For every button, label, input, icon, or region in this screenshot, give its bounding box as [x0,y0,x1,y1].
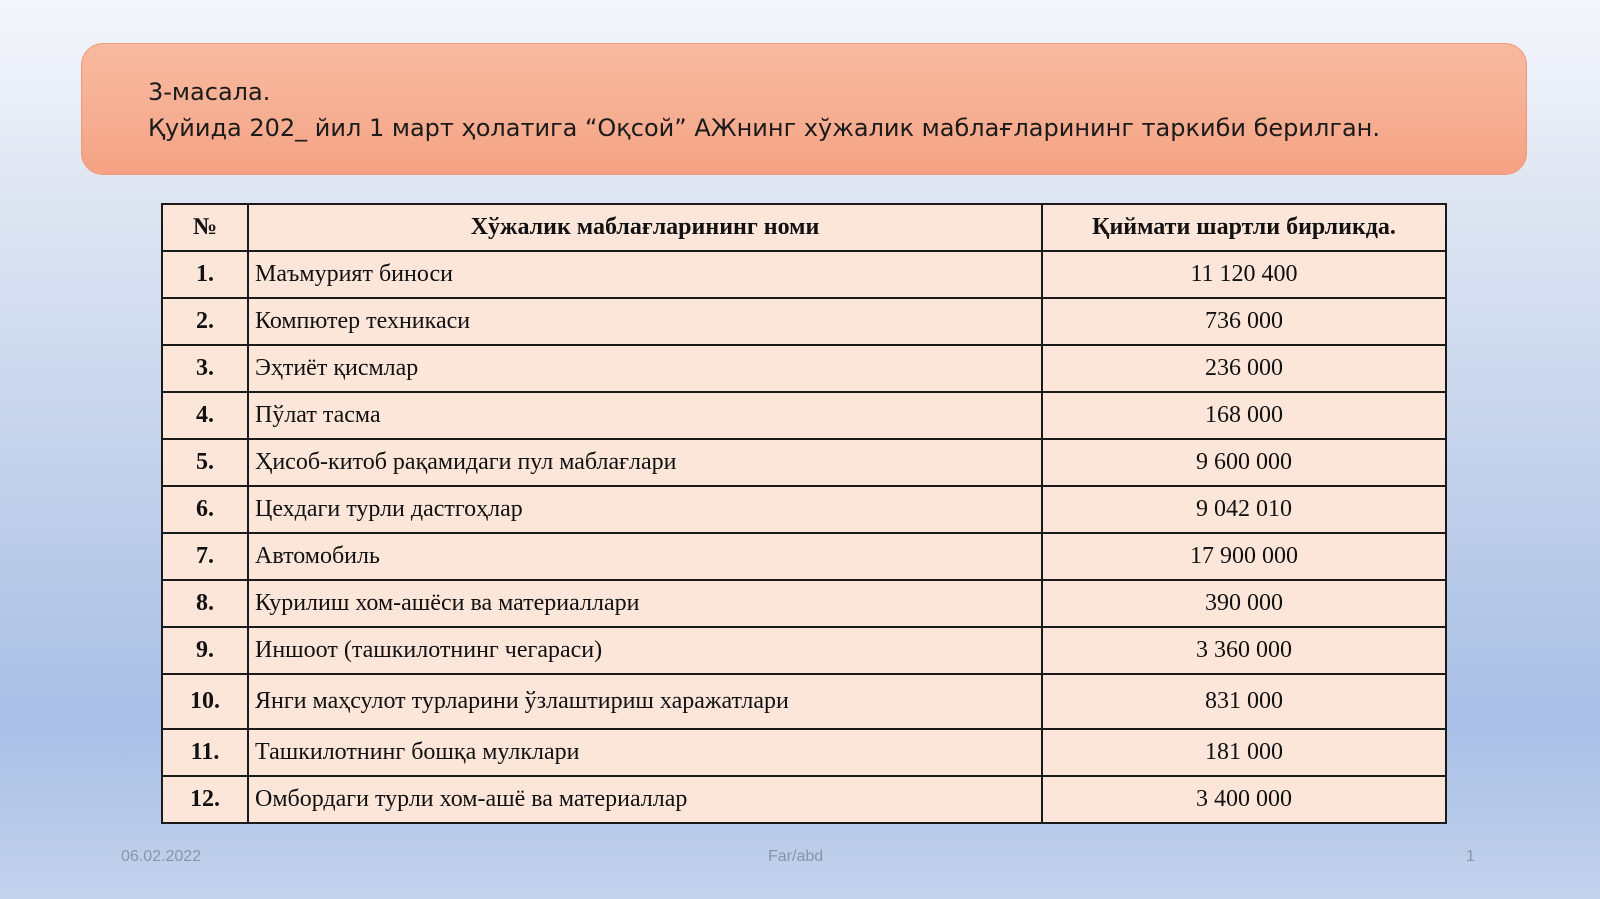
row-number: 1. [162,251,248,298]
row-number: 5. [162,439,248,486]
row-number: 2. [162,298,248,345]
row-number: 6. [162,486,248,533]
row-asset-name: Маъмурият биноси [248,251,1042,298]
table-row [162,439,1446,486]
row-asset-name: Омбордаги турли хом-ашё ва материаллар [248,776,1042,823]
assets-table [161,203,1447,824]
row-number: 4. [162,392,248,439]
table-row [162,251,1446,298]
row-asset-name: Ташкилотнинг бошқа мулклари [248,729,1042,776]
row-number: 10. [162,674,248,729]
row-asset-name: Эҳтиёт қисмлар [248,345,1042,392]
footer-author: Far/abd [768,848,824,865]
task-title: 3-масала. [148,78,271,106]
table-row [162,392,1446,439]
row-number: 7. [162,533,248,580]
row-value: 736 000 [1042,298,1446,345]
row-asset-name: Компютер техникаси [248,298,1042,345]
table-row [162,776,1446,823]
footer-page-number: 1 [1466,848,1475,865]
row-value: 17 900 000 [1042,533,1446,580]
row-asset-name: Иншоот (ташкилотнинг чегараси) [248,627,1042,674]
table-row [162,627,1446,674]
table-row [162,674,1446,729]
row-value: 3 360 000 [1042,627,1446,674]
row-value: 390 000 [1042,580,1446,627]
row-value: 236 000 [1042,345,1446,392]
row-value: 168 000 [1042,392,1446,439]
row-number: 8. [162,580,248,627]
footer-date: 06.02.2022 [121,848,202,865]
header-number: № [162,204,248,251]
row-number: 11. [162,729,248,776]
header-value: Қиймати шартли бирликда. [1042,204,1446,251]
task-heading-box [81,43,1527,175]
task-description: Қуйида 202_ йил 1 март ҳолатига “Оқсой” АЖнинг хўжалик маблағларининг таркиби берилган. [148,114,1380,142]
table-row [162,298,1446,345]
row-value: 9 042 010 [1042,486,1446,533]
row-number: 12. [162,776,248,823]
header-asset-name: Хўжалик маблағларининг номи [248,204,1042,251]
row-number: 9. [162,627,248,674]
table-row [162,345,1446,392]
row-value: 11 120 400 [1042,251,1446,298]
table-row [162,729,1446,776]
row-asset-name: Автомобиль [248,533,1042,580]
row-asset-name: Пўлат тасма [248,392,1042,439]
row-asset-name: Ҳисоб-китоб рақамидаги пул маблағлари [248,439,1042,486]
row-value: 181 000 [1042,729,1446,776]
table-header-row [162,204,1446,251]
table-row [162,486,1446,533]
row-asset-name: Янги маҳсулот турларини ўзлаштириш харажатлари [248,674,1042,729]
row-asset-name: Курилиш хом-ашёси ва материаллари [248,580,1042,627]
table-row [162,580,1446,627]
row-number: 3. [162,345,248,392]
row-value: 831 000 [1042,674,1446,729]
assets-table-wrapper [161,203,1447,824]
row-value: 3 400 000 [1042,776,1446,823]
row-value: 9 600 000 [1042,439,1446,486]
row-asset-name: Цехдаги турли дастгоҳлар [248,486,1042,533]
table-row [162,533,1446,580]
